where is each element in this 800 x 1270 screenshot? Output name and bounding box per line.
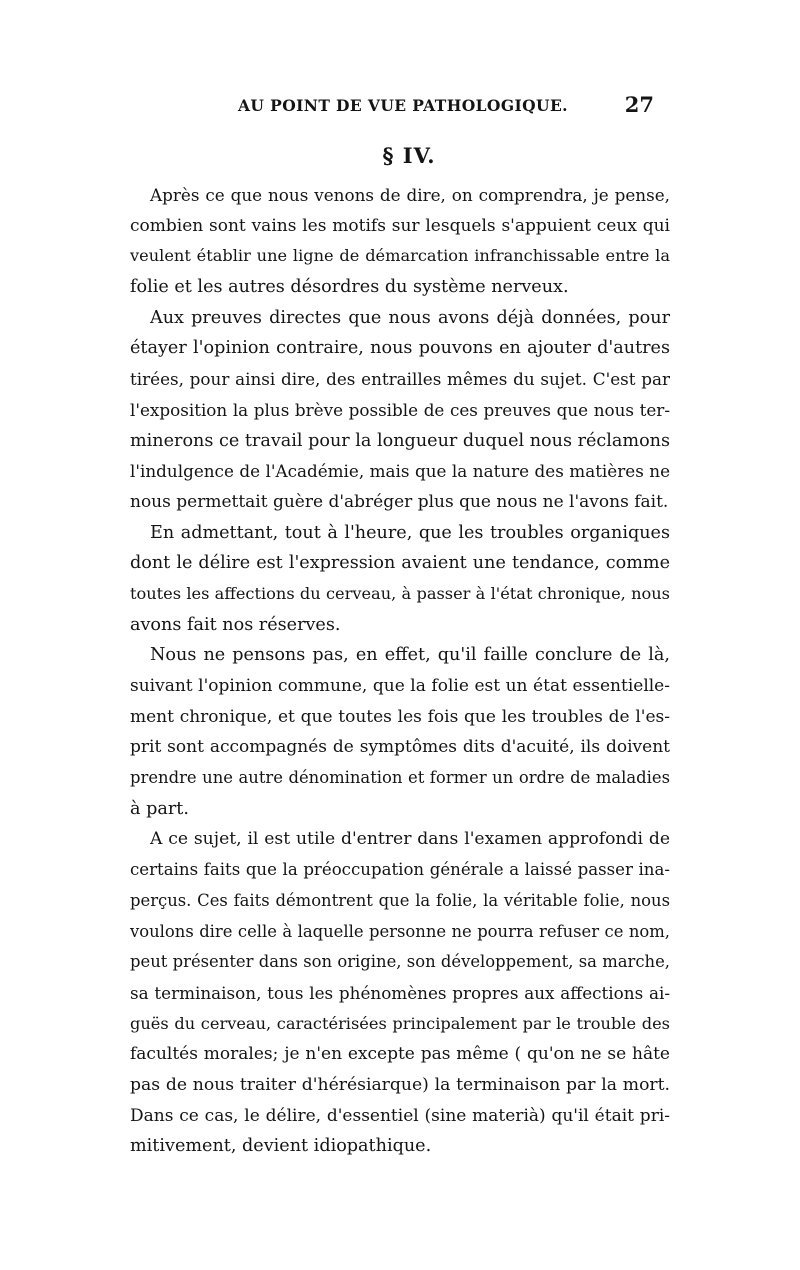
text-line: perçus. Ces faits démontrent que la folie, la véritable folie, nous bbox=[130, 890, 670, 910]
body-text bbox=[130, 180, 670, 1162]
section-heading: § IV. bbox=[382, 143, 436, 168]
text-line: ment chronique, et que toutes les fois que les troubles de l'es- bbox=[130, 706, 670, 727]
text-line: Après ce que nous venons de dire, on comprendra, je pense, bbox=[150, 185, 670, 205]
text-line: suivant l'opinion commune, que la folie est un état essentielle- bbox=[130, 676, 670, 696]
text-line: pas de nous traiter d'hérésiarque) la terminaison par la mort. bbox=[130, 1074, 670, 1095]
text-line: folie et les autres désordres du système nerveux. bbox=[130, 277, 569, 298]
text-line: à part. bbox=[130, 798, 189, 819]
page-header bbox=[130, 94, 670, 124]
text-line: guës du cerveau, caractérisées principalement par le trouble des bbox=[130, 1013, 670, 1033]
text-line: Dans ce cas, le délire, d'essentiel (sine materià) qu'il était pri- bbox=[130, 1105, 670, 1126]
text-line: veulent établir une ligne de démarcation infranchissable entre la bbox=[130, 246, 670, 266]
text-line: l'exposition la plus brève possible de ces preuves que nous ter- bbox=[130, 399, 670, 420]
text-line: En admettant, tout à l'heure, que les troubles organiques bbox=[150, 522, 670, 543]
page-number: 27 bbox=[624, 92, 654, 117]
text-line: peut présenter dans son origine, son développement, sa marche, bbox=[130, 952, 670, 972]
text-line: prendre une autre dénomination et former un ordre de maladies bbox=[130, 768, 670, 788]
text-line: prit sont accompagnés de symptômes dits d'acuité, ils doivent bbox=[130, 737, 670, 758]
text-line: avons fait nos réserves. bbox=[130, 614, 341, 635]
text-line: minerons ce travail pour la longueur duquel nous réclamons bbox=[130, 430, 671, 451]
text-line: mitivement, devient idiopathique. bbox=[130, 1136, 432, 1157]
text-line: A ce sujet, il est utile d'entrer dans l'examen approfondi de bbox=[150, 829, 670, 850]
text-line: sa terminaison, tous les phénomènes propres aux affections ai- bbox=[130, 982, 670, 1003]
text-line: nous permettait guère d'abréger plus que nous ne l'avons fait. bbox=[130, 491, 669, 512]
text-line: tirées, pour ainsi dire, des entrailles mêmes du sujet. C'est par bbox=[130, 369, 670, 390]
text-line: dont le délire est l'expression avaient une tendance, comme bbox=[130, 553, 670, 574]
running-title: AU POINT DE VUE PATHOLOGIQUE. bbox=[238, 96, 568, 115]
text-line: Nous ne pensons pas, en effet, qu'il faille conclure de là, bbox=[150, 645, 670, 666]
text-line: voulons dire celle à laquelle personne ne pourra refuser ce nom, bbox=[130, 921, 670, 941]
text-line: toutes les affections du cerveau, à passer à l'état chronique, nous bbox=[130, 583, 670, 603]
text-line: combien sont vains les motifs sur lesquels s'appuient ceux qui bbox=[130, 215, 670, 236]
text-line: l'indulgence de l'Académie, mais que la nature des matières ne bbox=[130, 461, 670, 482]
text-line: certains faits que la préoccupation générale a laissé passer ina- bbox=[130, 860, 670, 880]
text-line: Aux preuves directes que nous avons déjà données, pour bbox=[150, 307, 670, 328]
text-line: étayer l'opinion contraire, nous pouvons en ajouter d'autres bbox=[130, 338, 670, 359]
text-line: facultés morales; je n'en excepte pas même ( qu'on ne se hâte bbox=[130, 1044, 670, 1065]
